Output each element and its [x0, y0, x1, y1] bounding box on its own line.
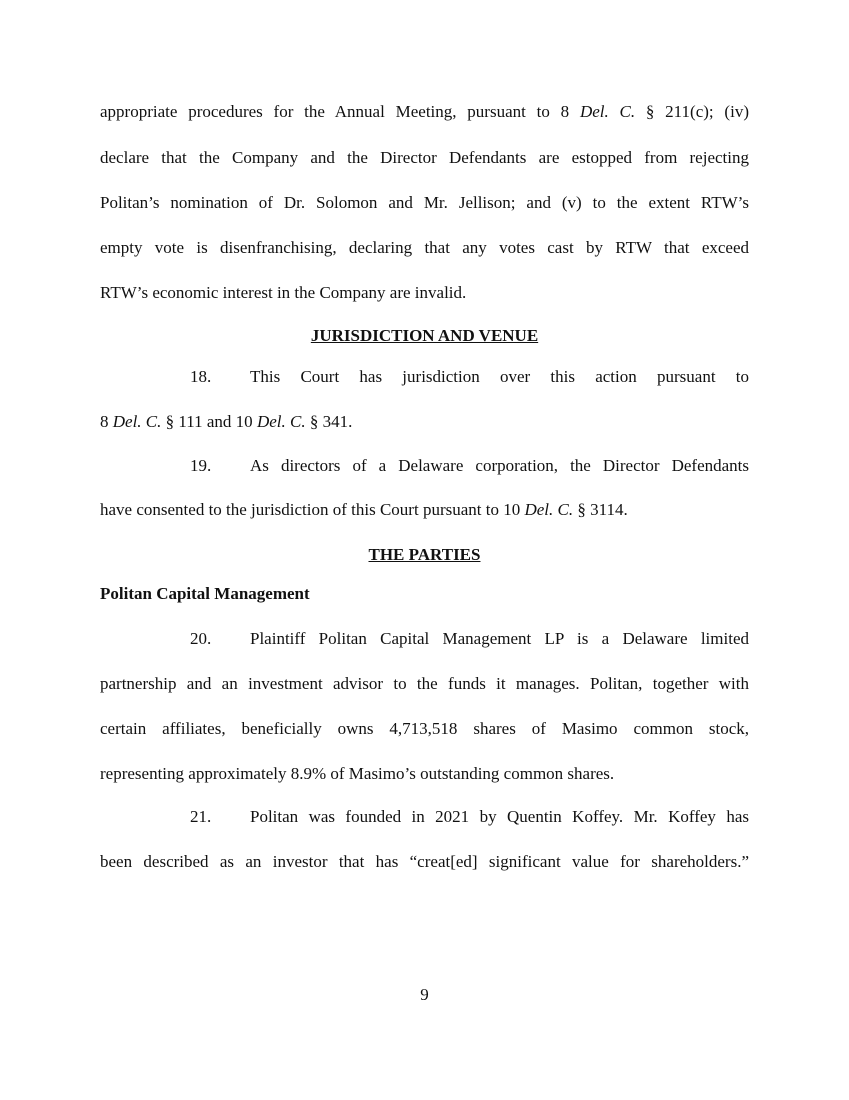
paragraph-20-line: representing approximately 8.9% of Masimo’s outstanding common shares.	[100, 764, 615, 783]
paragraph-21-line: been described as an investor that has “creat[ed] significant value for shareholders.”	[100, 852, 749, 871]
paragraph-number-19: 19.	[190, 456, 212, 475]
paragraph-line: appropriate procedures for the Annual Meeting, pursuant to 8 Del. C. § 211(c); (iv)	[100, 102, 749, 121]
paragraph-line: RTW’s economic interest in the Company are invalid.	[100, 283, 467, 302]
paragraph-19-line: have consented to the jurisdiction of this Court pursuant to 10 Del. C. § 3114.	[100, 500, 628, 519]
paragraph-number-20: 20.	[190, 629, 212, 648]
paragraph-20-line: Plaintiff Politan Capital Management LP is a Delaware limited	[250, 629, 749, 648]
paragraph-21-line: Politan was founded in 2021 by Quentin Koffey. Mr. Koffey has	[250, 807, 749, 826]
paragraph-number-21: 21.	[190, 807, 212, 826]
paragraph-20-line: partnership and an investment advisor to the funds it manages. Politan, together with	[100, 674, 749, 693]
paragraph-line: empty vote is disenfranchising, declaring that any votes cast by RTW that exceed	[100, 238, 749, 257]
paragraph-line: Politan’s nomination of Dr. Solomon and Mr. Jellison; and (v) to the extent RTW’s	[100, 193, 749, 212]
subheading-politan: Politan Capital Management	[100, 584, 310, 603]
page-number: 9	[420, 985, 429, 1004]
section-heading-parties: THE PARTIES	[368, 545, 481, 564]
paragraph-line: declare that the Company and the Director Defendants are estopped from rejecting	[100, 148, 749, 167]
paragraph-18-line: This Court has jurisdiction over this action pursuant to	[250, 367, 749, 386]
section-heading-jurisdiction: JURISDICTION AND VENUE	[310, 326, 539, 345]
paragraph-number-18: 18.	[190, 367, 212, 386]
paragraph-18-line: 8 Del. C. § 111 and 10 Del. C. § 341.	[100, 412, 353, 431]
paragraph-20-line: certain affiliates, beneficially owns 4,713,518 shares of Masimo common stock,	[100, 719, 749, 738]
paragraph-19-line: As directors of a Delaware corporation, the Director Defendants	[250, 456, 749, 475]
